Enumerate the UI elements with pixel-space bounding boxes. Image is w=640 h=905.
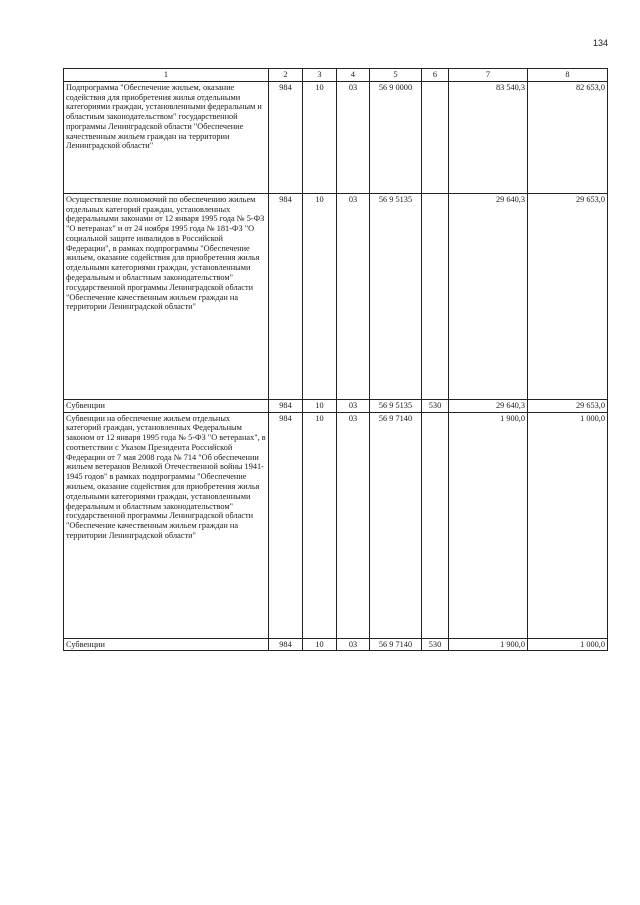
row-subsection-code: 03 — [337, 193, 370, 399]
row-amount-col8: 1 000,0 — [528, 412, 608, 638]
header-cell-4: 4 — [337, 69, 370, 82]
table-row — [64, 412, 608, 638]
row-amount-col8: 1 000,0 — [528, 638, 608, 651]
row-target-code: 56 9 5135 — [370, 399, 422, 412]
row-amount-col8: 29 653,0 — [528, 399, 608, 412]
row-section-code: 10 — [303, 399, 337, 412]
row-expense-type — [422, 193, 449, 399]
header-cell-2: 2 — [269, 69, 303, 82]
row-description: Подпрограмма "Обеспечение жильем, оказание содействия для приобретения жилья отдельными категориями граждан, установленными федеральным и областным законодательством" государственной программы Ленинградской области "Обеспечение качественным жильем граждан на территории Ленинградской области" — [64, 81, 269, 193]
row-amount-col7: 29 640,3 — [449, 399, 528, 412]
row-target-code: 56 9 7140 — [370, 412, 422, 638]
table-row — [64, 638, 608, 651]
budget-table — [63, 68, 608, 651]
row-target-code: 56 9 0000 — [370, 81, 422, 193]
row-target-code: 56 9 7140 — [370, 638, 422, 651]
header-cell-7: 7 — [449, 69, 528, 82]
table-row — [64, 81, 608, 193]
row-section-code: 10 — [303, 638, 337, 651]
row-ministry-code: 984 — [269, 399, 303, 412]
row-expense-type: 530 — [422, 399, 449, 412]
row-amount-col7: 1 900,0 — [449, 412, 528, 638]
table-header-row — [64, 69, 608, 82]
page-number: 134 — [592, 38, 608, 48]
row-subsection-code: 03 — [337, 412, 370, 638]
header-cell-3: 3 — [303, 69, 337, 82]
row-ministry-code: 984 — [269, 81, 303, 193]
row-ministry-code: 984 — [269, 193, 303, 399]
row-expense-type — [422, 412, 449, 638]
row-description: Осуществление полномочий по обеспечению жильем отдельных категорий граждан, установленных федеральными законами от 12 января 1995 года № 5-ФЗ "О ветеранах" и от 24 ноября 1995 года № 181-ФЗ "О социальной защите инвалидов в Российской Федерации", в рамках подпрограммы "Обеспечение жильем, оказание содействия для приобретения жилья отдельными категориями граждан, установленными федеральным и областным законодательством" государственной программы Ленинградской области "Обеспечение качественным жильем граждан на территории Ленинградской области" — [64, 193, 269, 399]
header-cell-1: 1 — [64, 69, 269, 82]
row-subsection-code: 03 — [337, 399, 370, 412]
row-description: Субвенции — [64, 638, 269, 651]
row-amount-col7: 83 540,3 — [449, 81, 528, 193]
row-amount-col7: 29 640,3 — [449, 193, 528, 399]
table-row — [64, 399, 608, 412]
row-amount-col8: 82 653,0 — [528, 81, 608, 193]
row-expense-type: 530 — [422, 638, 449, 651]
row-section-code: 10 — [303, 412, 337, 638]
row-section-code: 10 — [303, 193, 337, 399]
header-cell-8: 8 — [528, 69, 608, 82]
row-description: Субвенции — [64, 399, 269, 412]
row-expense-type — [422, 81, 449, 193]
row-subsection-code: 03 — [337, 638, 370, 651]
table-row — [64, 193, 608, 399]
row-subsection-code: 03 — [337, 81, 370, 193]
row-target-code: 56 9 5135 — [370, 193, 422, 399]
row-description: Субвенции на обеспечение жильем отдельных категорий граждан, установленных Федеральным законом от 12 января 1995 года № 5-ФЗ "О ветеранах", в соответствии с Указом Президента Российской Федерации от 7 мая 2008 года № 714 "Об обеспечении жильем ветеранов Великой Отечественной войны 1941-1945 годов" в рамках подпрограммы "Обеспечение жильем, оказание содействия для приобретения жилья отдельными категориями граждан, установленными федеральным и областным законодательством" государственной программы Ленинградской области "Обеспечение качественным жильем граждан на территории Ленинградской области" — [64, 412, 269, 638]
row-section-code: 10 — [303, 81, 337, 193]
header-cell-6: 6 — [422, 69, 449, 82]
row-ministry-code: 984 — [269, 638, 303, 651]
row-ministry-code: 984 — [269, 412, 303, 638]
row-amount-col8: 29 653,0 — [528, 193, 608, 399]
row-amount-col7: 1 900,0 — [449, 638, 528, 651]
header-cell-5: 5 — [370, 69, 422, 82]
